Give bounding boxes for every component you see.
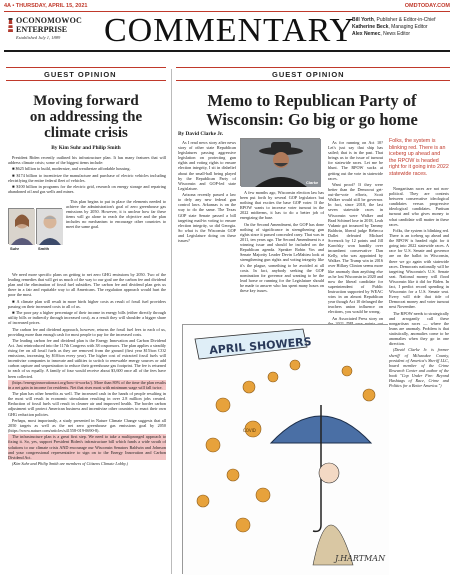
paragraph: The RPOW needs to strategically and arrogantly call these nongartisan races — where the leans are anomaly. Problem is that statistically, anomalies come to be anomalies when they go in one direction. — [389, 310, 449, 347]
pull-quote: Folks, the system is blinking red. There is an iceberg up ahead and the RPOW is headed right for it going into 2022 statewide races. — [389, 138, 449, 177]
left-byline: By Kim Suhr and Philip Smith — [51, 145, 121, 151]
paragraph: ■ $174 billion to incentivize the manufacture and purchase of electric vehicles including electrifying the entire federal fleet of vehicles. — [8, 172, 166, 183]
right-section-label: GUEST OPINION — [272, 70, 345, 79]
author-photo-smith — [36, 208, 62, 244]
virus-label: COVID — [243, 428, 256, 433]
paragraph: As for running on Act 10? Let's just say that ship has sailed; that is in the past. That brings us to the issue of turnout for statewide races. Let me be blunt. The RPOW sucks at getting out the vote in statewide races. — [328, 140, 383, 181]
page-folio: 4A • THURSDAY, APRIL 15, 2021 — [4, 3, 88, 9]
paragraph: The leading carbon fee and dividend plan is the Energy Innovation and Carbon Dividend Act. Just reintroduced into the 117th Congress with 38 cosponsors. The plan applies a steadily rising fee on all fossil fuels as they are removed from the ground (first year $15/ton CO2 emissions, increasing by $10/ton every year). The higher cost of extracted fossil fuels will incentivize companies to innovate and utilities to switch to renewable energy sources or add carbon capture and sequestration to reduce their greenhouse gas footprint. The fee is returned to each of us equally. A family of four would receive about $3,600 once all of the fees have been collected. — [8, 337, 166, 379]
column-divider — [171, 69, 172, 574]
paragraph: ■ $625 billion to build, modernize, and weatherize affordable housing. — [12, 166, 131, 172]
portrait-icon — [37, 209, 63, 245]
section-title: COMMENTARY — [104, 12, 355, 49]
paragraph: As I read news story after news story of other state Republican legislatures passing aggressive legislation on protecting gun rights and voting rights to ensure election integrity, I sit in disbelief about the small-ball being played by the Republican Party of Wisconsin and GOP-led state Legislature. — [178, 140, 236, 191]
left-body-top — [8, 155, 166, 195]
section-rule — [6, 67, 166, 68]
portrait-icon — [9, 209, 35, 245]
masthead-rule — [4, 50, 450, 52]
paragraph: The plan has other benefits as well. The increased cash in the hands of people resulting in the most will result in economic stimulation resulting in over 2.8 million jobs created. Reduction of fossil fuels will result in cleaner air and improved health. The border carbon adjustment will protect American business and incentivize other countries to enact their own GHG reduction policies. — [8, 391, 166, 417]
paragraph: This plan begins to put in place the elements needed to achieve the administration's goal of zero greenhouse gas emissions by 2050. However, it is unclear how far these items will go alone to reach the objective and the plan includes no mechanism to encourage other countries to meet the same goal. — [66, 199, 166, 230]
paragraph: Folks, the system is blinking red. There is an iceberg up ahead and the RPOW is headed right for it going into 2022 statewide races. A race for U.S. Senate and governor are on the ballot in Wisconsin, there we go again with statewide races. Democrats nationally will be targeting Wisconsin's U.S. Senate seat. National money will flood Wisconsin like it did for Biden. In fact, I predict record spending in Wisconsin for a U.S. Senate seat. Every will ride that tide of Democrat money and voter turnout next November. — [389, 227, 449, 310]
paragraph: The carbon fee and dividend approach, however, returns the fossil fuel fees to each of us, providing more than enough cash for most people to pay for the increased costs. — [8, 326, 166, 337]
paragraph: Perhaps, most importantly, a study presented in Nature Climate Change suggests that all 2050 targets as well as the net zero greenhouse gas emissions goal by 2050 (https://www.nature.com/articles/s41558-019-0690-8). — [8, 417, 166, 434]
paragraph: ■ A climate plan will result in more birds higher costs as result of fossil fuel providers passing on their increased costs to all of us. — [8, 298, 166, 309]
paragraph: A few months ago, Wisconsin election law has been put forth by several GOP legislators but nothing that excites the base GOP voter. If the RPOW wants to increase voter turnout in the 2022 midterms, it has to do a better job of energizing the base. — [240, 190, 324, 221]
paragraph: We need more specific plans on getting to net zero GHG emissions by 2050. Two of the leading remedies that will get us much of the way to our goal are the carbon fee and dividend plan and the elimination of fossil fuel subsidies. The carbon fee and dividend plan gets us there in a fair and equitable way to all Americans. The regulation approach would hurt the poor the most. — [8, 272, 166, 298]
cartoon-banner-text: APRIL SHOWERS — [208, 335, 313, 357]
paragraph-highlighted: (https://energyinnovationact.org/how-it-works/). More than 80% of the time the plan results in a net gain in income for residents. Net that rises most with minimum wage will fall twice. — [8, 379, 166, 390]
photo-caption: Clarke — [306, 180, 319, 185]
site-url[interactable]: OMDTODAY.COM — [404, 3, 450, 9]
author-bio: (David Clarke Jr. is former sheriff of Milwaukee County, president of America's Sheriff LLC, board member of the Crime Research Center and author of the book "Cop Under Fire: Beyond Hashtags of Race, Crime and Politics for a Better America.") — [389, 347, 449, 389]
lighthouse-icon — [6, 17, 15, 33]
right-headline: Memo to Republican Party of Wisconsin: Go big or go home — [206, 91, 418, 129]
paragraph: Want proof? If they were better than the Democrat get-out-the-vote efforts, Scott Walker would still be governor. In fact, since 2018, the last seven statewide races in Wisconsin were Walker and Brad Schimel lose in 2018, Leah Vukmir got trounced by Tammy Baldwin, liberal judge Rebecca Dallet defeated Michael Screnock by 12 points and Jill Karofsky won handily over incumbent conservative Dan Kelly, who was appointed by Walker. The Trump win in 2016 over Hillary Clinton seems more like anomaly than anything else as he lost Wisconsin in 2020 and now the liberal candidate for superintendent of Public Instruction supported by WEAC wins in an almost Republican year though Act 10 defanged the teachers union influence on elections, you would be wrong. — [328, 181, 383, 315]
author-photo-clarke — [240, 138, 320, 186]
author-bio: (Kim Suhr and Philip Smith are members of Citizens Climate Lobby.) — [12, 460, 129, 466]
paragraph: An Associated Press story on — [332, 315, 383, 321]
staff-line: Bill Yorth, Publisher & Editor-in-Chief — [352, 17, 436, 23]
logo-established: Established July 1, 1889 — [16, 35, 61, 40]
cartoonist-signature: J.HARTMAN — [335, 554, 386, 563]
right-byline: By David Clarke Jr. — [178, 131, 224, 137]
logo-line-1: OCONOMOWOC — [16, 16, 82, 25]
section-rule — [176, 80, 450, 81]
cartoon-illustration — [183, 325, 389, 575]
left-body-side — [66, 199, 166, 231]
photo-caption: Suhr — [10, 246, 20, 251]
staff-box — [352, 17, 435, 38]
right-column-4 — [389, 186, 449, 389]
left-body-bottom — [8, 272, 166, 467]
paragraph: ■ $100 billion in programs for the electric grid, research on energy storage and repairing abandoned oil and gas wells and mines. — [8, 184, 166, 195]
newspaper-logo — [6, 15, 90, 47]
editorial-cartoon — [182, 324, 388, 574]
paragraph: On the Second Amendment, the GOP has done nothing of significance in strengthening gun rights since it passed concealed carry. That was in 2011, ten years ago. The Second Amendment is a winning issue and should be included on the Republican agenda. Speaker Robin Vos and Senate Majority Leader Devin LeMahieu look at strengthening gun rights and voting integrity like it's the plague, something to be avoided at all costs. In fact, anybody seeking the GOP nomination for governor and wanting to be the lead horse or running for the Legislature should be made to answer who has spent many hours on these key issues. — [240, 221, 324, 293]
section-rule — [6, 80, 166, 81]
photo-caption: Smith — [38, 246, 50, 251]
left-headline: Moving forward on addressing the climate crisis — [29, 93, 143, 141]
staff-line: Katherine Beck, Managing Editor — [352, 24, 428, 30]
paragraph: President Biden recently outlined his infrastructure plan. It has many features that will address climate crisis; some of the biggest items include: — [8, 155, 166, 166]
paragraph: ■ The poor pay a higher percentage of their income in energy bills (either directly through utility bills or indirectly through increased cost), as a result they will shoulder a bigger share of increased prices. — [8, 310, 166, 326]
logo-line-2: ENTERPRISE — [16, 25, 68, 34]
paragraph: Arizona recently passed a law to defy any new federal gun control laws. Arkansas is on the way to do the same. The Texas GOP state Senate passed a bill targeting mail-in voting to ensure election integrity, so did Georgia. So what is the Wisconsin GOP and Legislature doing on these issues? — [178, 192, 236, 243]
left-section-label: GUEST OPINION — [44, 70, 117, 79]
author-photo-suhr — [8, 208, 34, 244]
paragraph: Nongartisan races are not non-political. They are contests between conservative ideological candidates versus progressive ideological candidates. Partisan turnout and who gives money to what candidate will matter in these races. — [389, 186, 449, 227]
section-rule — [176, 67, 450, 68]
right-column-2 — [240, 190, 324, 294]
paragraph-highlighted: The infrastructure plan is a great first step. We need to take a multipronged approach to fixing it. So, yes, support President Biden's infrastructure bill which funds a wide swath of solutions to our climate crisis AND encourage our Wisconsin Senators Baldwin and Johnson and your congressional representative to sign on to the Energy Innovation and Carbon Dividend Act. — [8, 434, 166, 460]
staff-line: Alex Nemec, News Editor — [352, 31, 411, 37]
right-column-1 — [178, 140, 236, 244]
